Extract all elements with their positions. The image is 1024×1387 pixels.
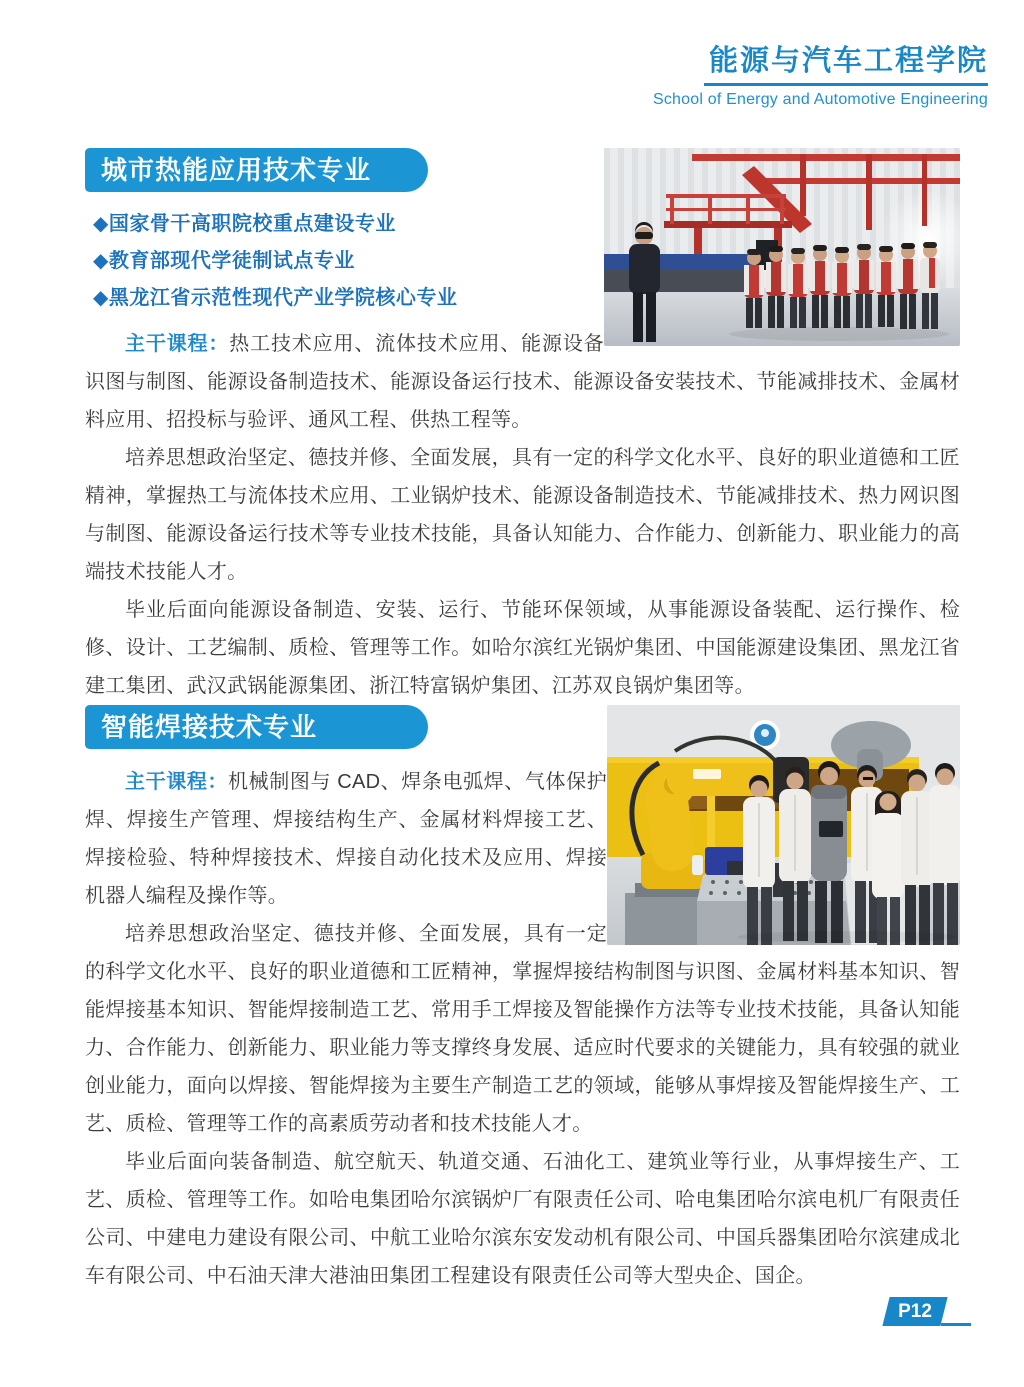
welding-photo-art xyxy=(607,705,960,945)
section-title-banner xyxy=(85,148,428,192)
floor-shadow xyxy=(729,327,949,341)
thermal-energy-training-photo xyxy=(604,148,960,346)
page-number: P12 xyxy=(898,1301,932,1322)
course-body: 机械制图与 CAD、焊条电弧焊、气体保护焊、焊接生产管理、焊接结构生产、金属材料焊接工艺、焊接检验、特种焊接技术、焊接自动化技术及应用、焊接机器人编程及操作等。 xyxy=(85,771,607,907)
feature-item: ◆教育部现代学徒制试点专业 xyxy=(93,250,355,272)
feature-item: ◆国家骨干高职院校重点建设专业 xyxy=(93,213,396,235)
thermal-photo-art xyxy=(604,148,960,346)
employment-paragraph: 毕业后面向装备制造、航空航天、轨道交通、石油化工、建筑业等行业，从事焊接生产、工艺、质检、管理等工作。如哈电集团哈尔滨锅炉厂有限责任公司、哈电集团哈尔滨电机厂有限责任公司、中建电力建设有限公司、中航工业哈尔滨东安发动机有限公司、中国兵器集团哈尔滨建成北车有限公司、中石油天津大港油田集团工程建设有限责任公司等大型央企、国企。 xyxy=(85,1151,960,1287)
employment-paragraph: 毕业后面向能源设备制造、安装、运行、节能环保领域，从事能源设备装配、运行操作、检修、设计、工艺编制、质检、管理等工作。如哈尔滨红光锅炉集团、中国能源建设集团、黑龙江省建工集团、武汉武锅能源集团、浙江特富锅炉集团、江苏双良锅炉集团等。 xyxy=(85,599,960,697)
header-underline xyxy=(704,83,988,86)
section-intelligent-welding xyxy=(85,705,960,1295)
section-urban-thermal-energy xyxy=(85,148,960,705)
welding-robot-photo xyxy=(607,705,960,945)
training-goal-paragraph: 培养思想政治坚定、德技并修、全面发展，具有一定的科学文化水平、良好的职业道德和工匠精神，掌握焊接结构制图与识图、金属材料基本知识、智能焊接基本知识、智能焊接制造工艺、常用手工焊接及智能操作方法等专业技术技能，具备认知能力、合作能力、创新能力、职业能力等支撑终身发展、适应时代要求的关键能力，具有较强的就业创业能力，面向以焊接、智能焊接为主要生产制造工艺的领域，能够从事焊接及智能焊接生产、工艺、质检、管理等工作的高素质劳动者和技术技能人才。 xyxy=(85,923,960,1135)
section-title: 智能焊接技术专业 xyxy=(101,712,318,742)
training-goal-paragraph: 培养思想政治坚定、德技并修、全面发展，具有一定的科学文化水平、良好的职业道德和工匠精神，掌握热工与流体技术应用、工业锅炉技术、能源设备制造技术、节能减排技术、热力网识图与制图、能源设备运行技术等专业技术技能，具备认知能力、合作能力、创新能力、职业能力的高端技术技能人才。 xyxy=(85,447,960,583)
section-title-banner xyxy=(85,705,428,749)
course-label: 主干课程： xyxy=(125,771,229,793)
page-number-badge xyxy=(882,1297,947,1326)
course-body: 热工技术应用、流体技术应用、能源设备识图与制图、能源设备制造技术、能源设备运行技术、能源设备安装技术、节能减排技术、金属材料应用、招投标与验评、通风工程、供热工程等。 xyxy=(85,333,960,431)
floor-shadow xyxy=(737,931,957,943)
feature-item: ◆黑龙江省示范性现代产业学院核心专业 xyxy=(93,287,458,309)
page-header xyxy=(653,44,988,109)
course-label: 主干课程： xyxy=(125,333,230,355)
school-title-zh: 能源与汽车工程学院 xyxy=(708,45,988,77)
footer-accent-line xyxy=(941,1323,971,1326)
school-title-en: School of Energy and Automotive Engineering xyxy=(652,91,988,108)
page-content xyxy=(85,148,960,1295)
section-title: 城市热能应用技术专业 xyxy=(101,155,372,185)
